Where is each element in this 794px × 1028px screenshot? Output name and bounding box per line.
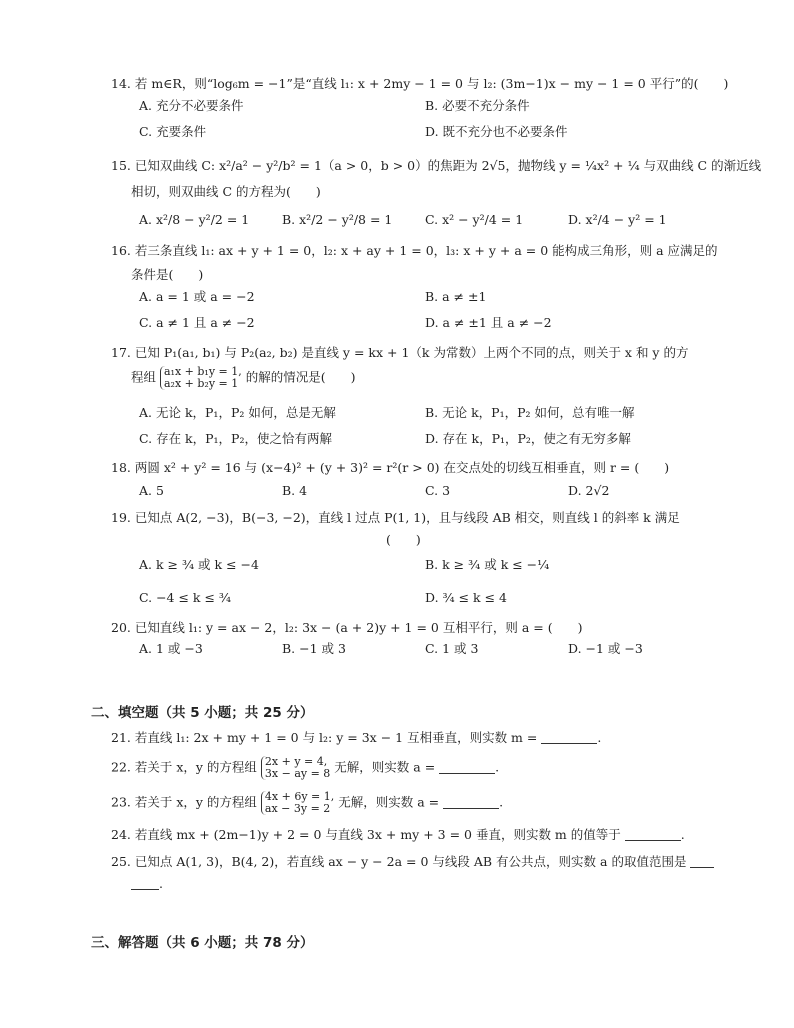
option-d: D. ¾ ≤ k ≤ 4 <box>425 590 508 605</box>
equation: 3x − ay = 8 <box>264 767 331 780</box>
question-19-cont: ( ) <box>386 532 421 547</box>
equation: a₂x + b₂y = 1 <box>164 377 239 390</box>
period: . <box>680 827 685 842</box>
answer-blank[interactable] <box>690 854 714 868</box>
period: . <box>597 730 602 745</box>
section-heading: 二、填空题（共 5 小题；共 25 分） <box>91 705 314 721</box>
question-17-cont <box>131 366 356 390</box>
question-text: 无解，则实数 a = <box>338 794 440 810</box>
option-c: C. 存在 k，P₁，P₂，使之恰有两解 <box>139 431 332 446</box>
option-c: C. a ≠ 1 且 a ≠ −2 <box>139 315 255 330</box>
option-b: B. x²/2 − y²/8 = 1 <box>282 212 393 227</box>
equation-system <box>261 791 334 815</box>
question-18: 18. 两圆 x² + y² = 16 与 (x−4)² + (y + 3)² = r²(r > 0) 在交点处的切线互相垂直，则 r = ( ) <box>111 460 670 475</box>
question-15-cont: 相切，则双曲线 C 的方程为( ) <box>131 184 321 199</box>
option-b: B. 4 <box>282 483 308 498</box>
equation: a₁x + b₁y = 1, <box>164 365 242 378</box>
answer-blank[interactable] <box>439 760 495 774</box>
answer-blank[interactable] <box>131 876 159 890</box>
fill-question-25 <box>111 851 714 872</box>
section-heading: 三、解答题（共 6 小题；共 78 分） <box>91 935 314 951</box>
answer-blank[interactable] <box>625 827 681 841</box>
option-b: B. 必要不充分条件 <box>425 98 530 113</box>
text: 程组 <box>131 369 157 385</box>
option-d: D. 存在 k，P₁，P₂，使之有无穷多解 <box>425 431 631 446</box>
period: . <box>495 759 500 775</box>
question-text: 24. 若直线 mx + (2m−1)y + 2 = 0 与直线 3x + my + 3 = 0 垂直，则实数 m 的值等于 <box>111 827 621 842</box>
question-text: 22. 若关于 x，y 的方程组 <box>111 759 257 775</box>
answer-blank[interactable] <box>443 795 499 809</box>
question-17: 17. 已知 P₁(a₁, b₁) 与 P₂(a₂, b₂) 是直线 y = kx + 1（k 为常数）上两个不同的点，则关于 x 和 y 的方 <box>111 345 689 360</box>
option-a: A. 1 或 −3 <box>139 641 203 656</box>
question-text: 23. 若关于 x，y 的方程组 <box>111 794 257 810</box>
equation-system <box>261 756 330 780</box>
fill-question-25-cont <box>131 873 163 894</box>
option-c: C. x² − y²/4 = 1 <box>425 212 524 227</box>
equation: 2x + y = 4, <box>264 755 328 768</box>
option-c: C. 充要条件 <box>139 124 207 139</box>
question-text: 21. 若直线 l₁: 2x + my + 1 = 0 与 l₂: y = 3x − 1 互相垂直，则实数 m = <box>111 730 538 745</box>
option-d: D. 既不充分也不必要条件 <box>425 124 568 139</box>
option-a: A. a = 1 或 a = −2 <box>139 289 255 304</box>
option-a: A. x²/8 − y²/2 = 1 <box>139 212 250 227</box>
question-16-cont: 条件是( ) <box>131 267 204 282</box>
fill-question-23 <box>111 791 503 815</box>
option-b: B. −1 或 3 <box>282 641 346 656</box>
question-14: 14. 若 m∈R，则“log₆m = −1”是“直线 l₁: x + 2my − 1 = 0 与 l₂: (3m−1)x − my − 1 = 0 平行”的( ) <box>111 76 729 91</box>
equation-system <box>160 366 242 390</box>
option-c: C. −4 ≤ k ≤ ¾ <box>139 590 232 605</box>
text: 的解的情况是( ) <box>245 369 356 385</box>
question-16: 16. 若三条直线 l₁: ax + y + 1 = 0，l₂: x + ay + 1 = 0，l₃: x + y + a = 0 能构成三角形，则 a 应满足的 <box>111 243 718 258</box>
option-b: B. a ≠ ±1 <box>425 289 487 304</box>
question-20: 20. 已知直线 l₁: y = ax − 2，l₂: 3x − (a + 2)y + 1 = 0 互相平行，则 a = ( ) <box>111 620 583 635</box>
question-text: 25. 已知点 A(1, 3)，B(4, 2)，若直线 ax − y − 2a = 0 与线段 AB 有公共点，则实数 a 的取值范围是 <box>111 854 687 869</box>
option-a: A. k ≥ ¾ 或 k ≤ −4 <box>139 557 259 572</box>
fill-question-22 <box>111 756 499 780</box>
equation: ax − 3y = 2 <box>264 802 331 815</box>
fill-question-24 <box>111 824 685 845</box>
option-d: D. 2√2 <box>568 483 610 498</box>
period: . <box>499 794 504 810</box>
option-d: D. a ≠ ±1 且 a ≠ −2 <box>425 315 552 330</box>
option-c: C. 1 或 3 <box>425 641 479 656</box>
option-a: A. 无论 k，P₁，P₂ 如何，总是无解 <box>139 405 336 420</box>
option-b: B. 无论 k，P₁，P₂ 如何，总有唯一解 <box>425 405 635 420</box>
answer-blank[interactable] <box>541 730 597 744</box>
option-a: A. 充分不必要条件 <box>139 98 244 113</box>
question-text: 无解，则实数 a = <box>334 759 436 775</box>
period: . <box>159 876 163 891</box>
option-d: D. −1 或 −3 <box>568 641 643 656</box>
fill-question-21 <box>111 727 601 748</box>
option-a: A. 5 <box>139 483 164 498</box>
question-19: 19. 已知点 A(2, −3)，B(−3, −2)，直线 l 过点 P(1, 1)，且与线段 AB 相交，则直线 l 的斜率 k 满足 <box>111 510 680 525</box>
option-c: C. 3 <box>425 483 451 498</box>
equation: 4x + 6y = 1, <box>264 790 335 803</box>
option-b: B. k ≥ ¾ 或 k ≤ −¼ <box>425 557 550 572</box>
question-15: 15. 已知双曲线 C: x²/a² − y²/b² = 1（a > 0，b > 0）的焦距为 2√5，抛物线 y = ¼x² + ¼ 与双曲线 C 的渐近线 <box>111 158 762 173</box>
option-d: D. x²/4 − y² = 1 <box>568 212 667 227</box>
